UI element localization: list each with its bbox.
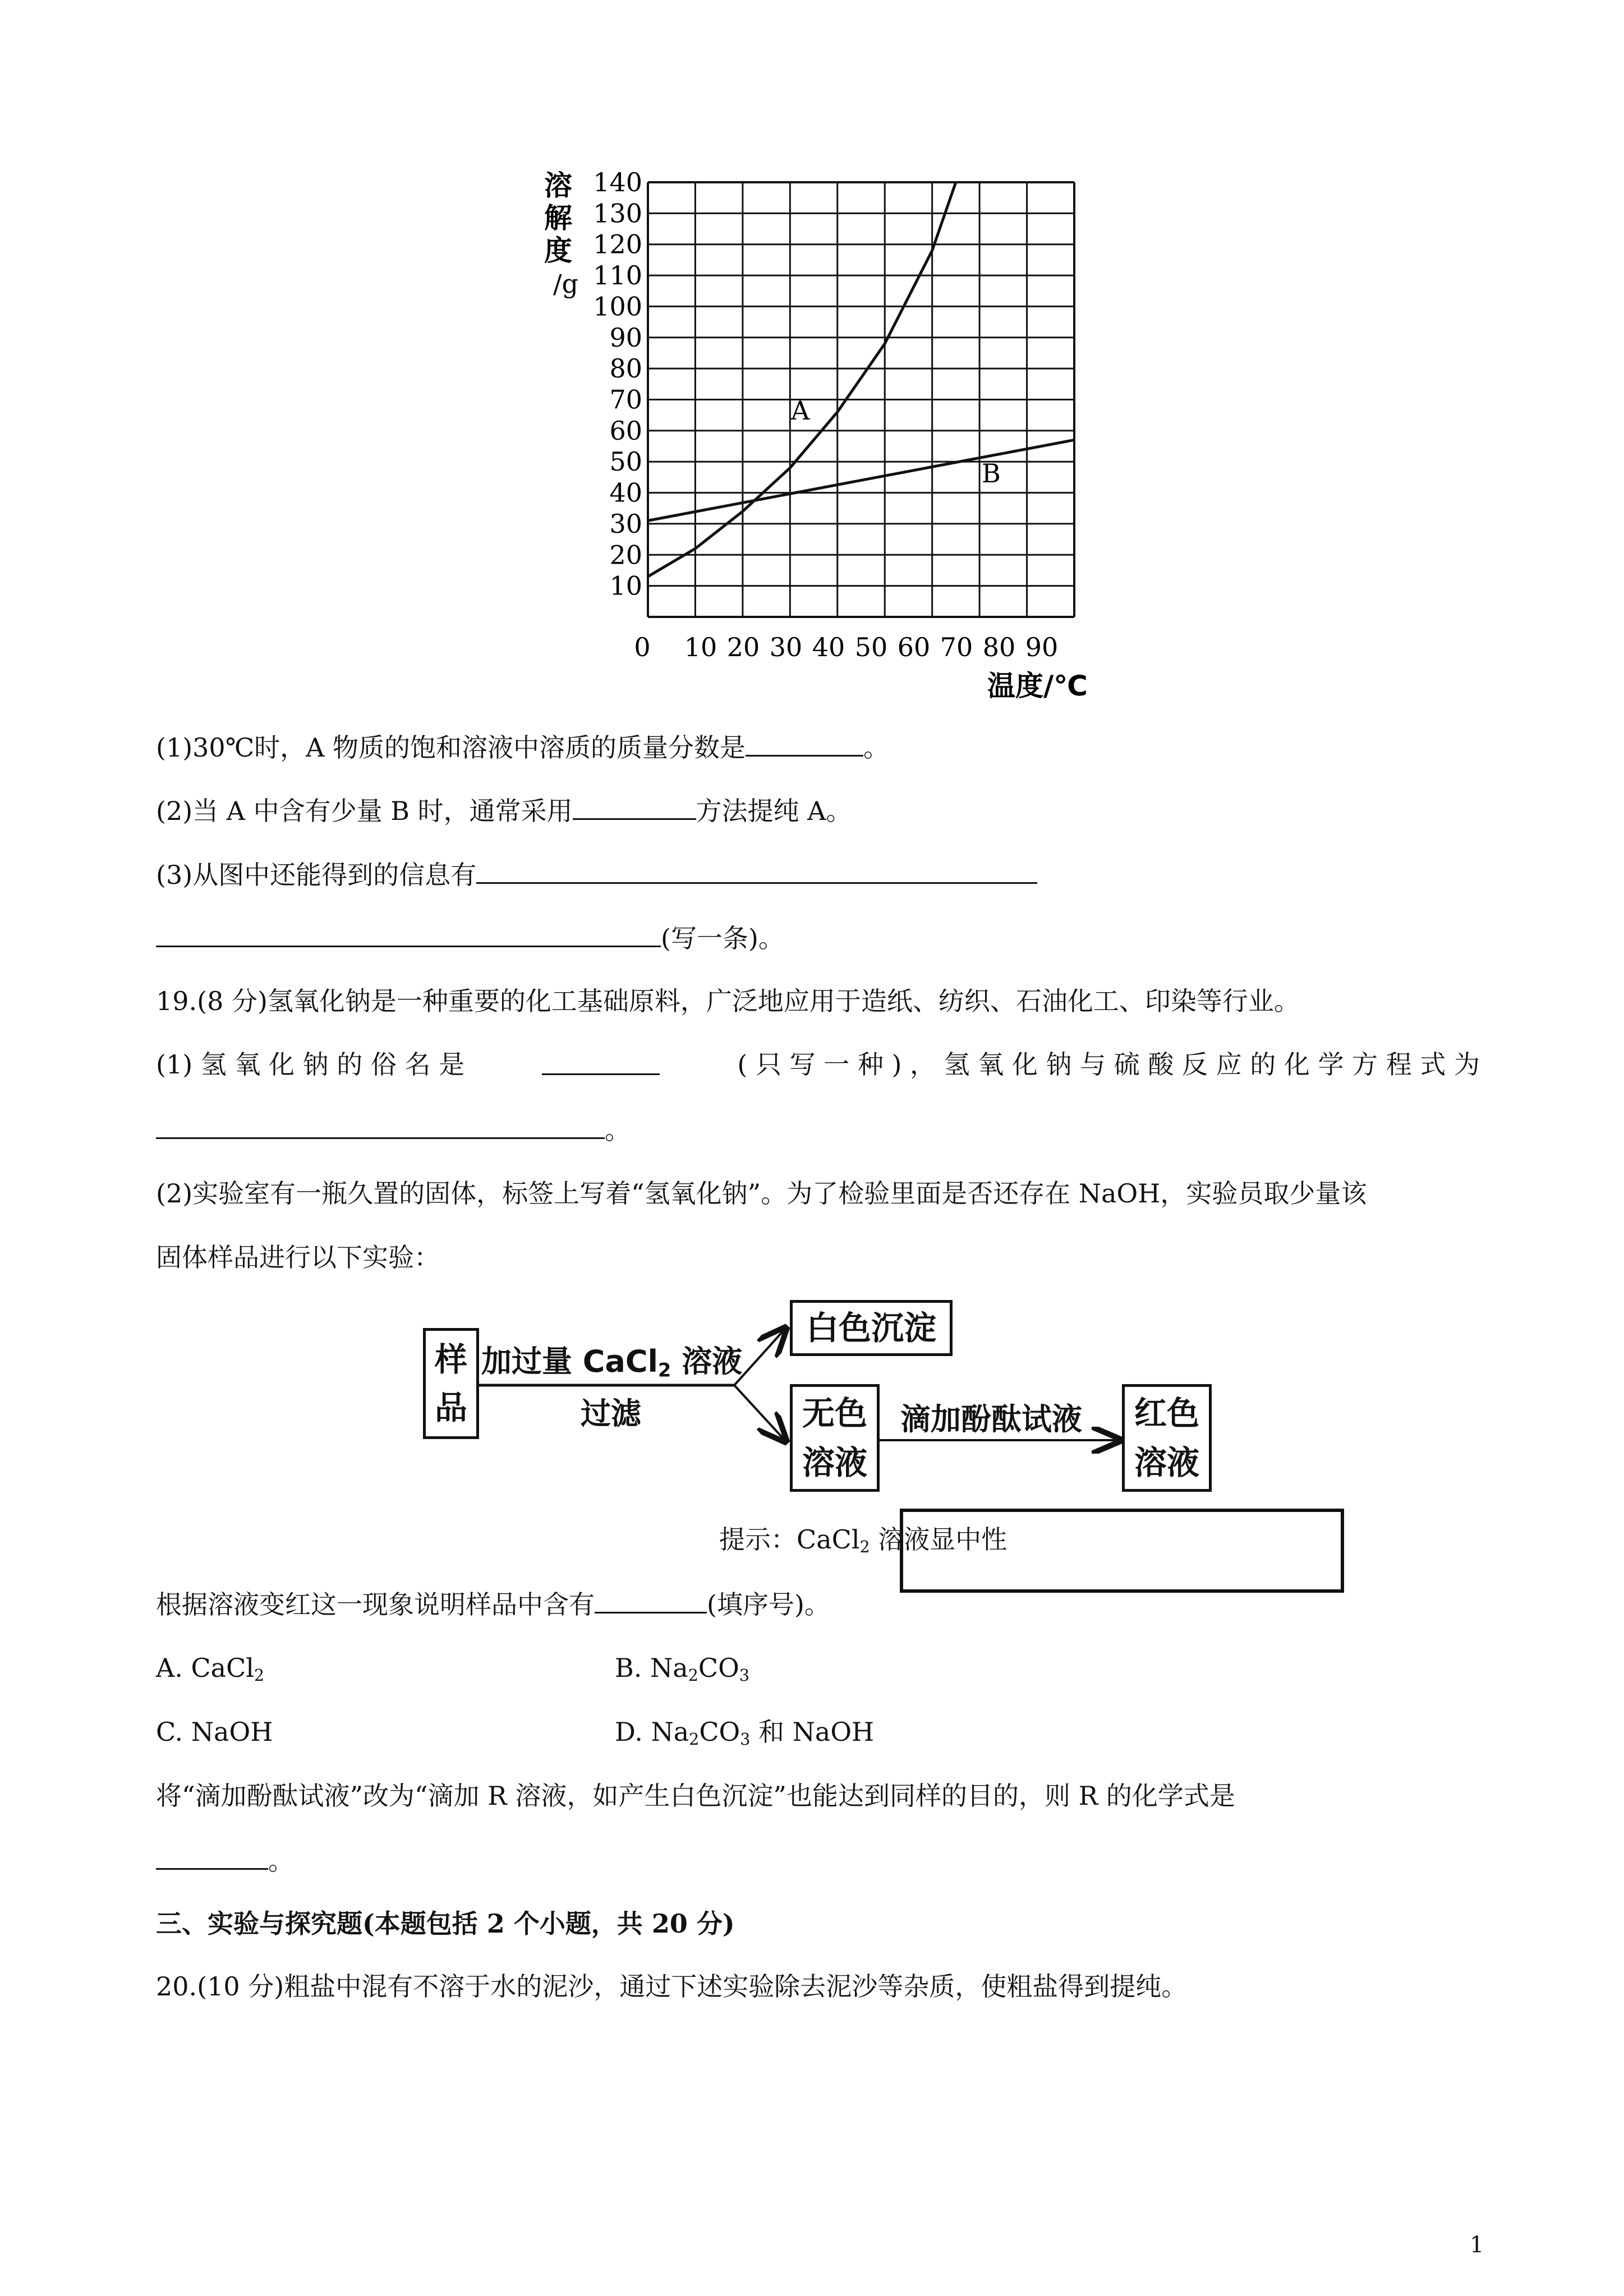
- y-tick-label: 100: [593, 291, 642, 322]
- sample-box: 样品: [423, 1328, 479, 1439]
- option-d[interactable]: D. $Na_2CO_3$ 和 NaOH: [615, 1717, 875, 1749]
- x-tick-label: 40: [812, 632, 845, 662]
- page-number: 1: [1470, 2232, 1484, 2258]
- q20-intro: 20.(10 分)粗盐中混有不溶于水的泥沙，通过下述实验除去泥沙等杂质，使粗盐得到提纯。: [156, 1971, 1188, 2002]
- y-axis-label: [544, 169, 578, 299]
- x-tick-label: 60: [897, 632, 931, 662]
- y-tick-label: 50: [609, 446, 642, 477]
- y-tick-label: 60: [609, 415, 642, 446]
- option-c[interactable]: C. NaOH: [156, 1717, 273, 1747]
- answer-blank[interactable]: [595, 1586, 707, 1613]
- phenol-label: 滴加酚酞试液: [900, 1401, 1082, 1437]
- series-line-b: [648, 440, 1074, 520]
- red-solution-box: 红色溶液: [1122, 1384, 1212, 1492]
- answer-blank[interactable]: [156, 1112, 605, 1139]
- q19-part1-cont: 。: [156, 1112, 631, 1147]
- answer-blank[interactable]: [573, 792, 696, 820]
- answer-blank[interactable]: [156, 920, 661, 947]
- answer-blank[interactable]: [542, 1048, 660, 1075]
- y-tick-label: 20: [609, 540, 642, 570]
- x-tick-label: 0: [634, 632, 651, 662]
- hint-text: 提示：CaCl$_2$ 溶液显中性: [719, 1524, 1007, 1557]
- series-label-a: A: [791, 395, 810, 426]
- x-tick-label: 80: [982, 632, 1016, 662]
- section-heading: 三、实验与探究题(本题包括 2 个小题，共 20 分): [156, 1908, 735, 1939]
- y-label-char: 解: [544, 202, 572, 234]
- y-tick-label: 120: [593, 229, 642, 260]
- x-tick-labels: [634, 632, 1058, 662]
- chart-series: [648, 182, 1074, 577]
- answer-blank[interactable]: [476, 856, 1037, 884]
- chart-grid: [648, 182, 1074, 617]
- highlight-rectangle: [900, 1509, 1344, 1593]
- y-tick-label: 90: [609, 322, 642, 353]
- x-tick-label: 20: [726, 632, 760, 662]
- x-tick-label: 10: [684, 632, 717, 662]
- x-tick-label: 90: [1025, 632, 1059, 662]
- option-a[interactable]: A. CaCl$_2$: [156, 1653, 265, 1685]
- y-label-char: 度: [544, 234, 572, 267]
- colorless-solution-box: 无色溶液: [790, 1384, 880, 1492]
- y-tick-label: 110: [593, 260, 642, 291]
- q19-r-answer: 。: [156, 1842, 294, 1878]
- filter-label: 过滤: [581, 1396, 641, 1431]
- q19-part1: (1) 氢 氧 化 钠 的 俗 名 是 ( 只 写 一 种 ) ， 氢 氧 化 钠 与 硫 酸 反 应 的 化 学 方 程 式 为: [156, 1048, 1480, 1081]
- q19-part2-line2: 固体样品进行以下实验：: [156, 1242, 440, 1273]
- branch-down-arrow: [734, 1385, 785, 1440]
- option-b[interactable]: B. $Na_2CO_3$: [615, 1653, 749, 1685]
- q18-part3: (3)从图中还能得到的信息有: [156, 856, 1037, 892]
- x-tick-label: 30: [769, 632, 803, 662]
- answer-blank[interactable]: [746, 729, 863, 757]
- solubility-chart: [539, 168, 1094, 707]
- q18-part2: (2)当 A 中含有少量 B 时，通常采用 方法提纯 A。: [156, 792, 852, 828]
- q19-part2-line1: (2)实验室有一瓶久置的固体，标签上写着“氢氧化钠”。为了检验里面是否还存在 NaOH，实验员取少量该: [156, 1178, 1367, 1209]
- y-tick-label: 70: [609, 384, 642, 415]
- x-tick-label: 70: [940, 632, 973, 662]
- y-label-char: 溶: [544, 169, 572, 202]
- q18-part1: (1)30℃时，A 物质的饱和溶液中溶质的质量分数是 。: [156, 729, 889, 764]
- x-axis-label: 温度/℃: [987, 670, 1088, 702]
- reagent-label: 加过量 CaCl$_2$ 溶液: [481, 1344, 743, 1381]
- y-tick-label: 80: [609, 353, 642, 384]
- series-line-a: [648, 182, 956, 577]
- series-label-b: B: [982, 458, 1001, 488]
- q19-r-question: 将“滴加酚酞试液”改为“滴加 R 溶液，如产生白色沉淀”也能达到同样的目的，则 R 的化学式是: [156, 1781, 1235, 1811]
- y-tick-labels: [593, 168, 642, 601]
- y-tick-label: 30: [609, 508, 642, 539]
- y-tick-label: 10: [609, 570, 642, 601]
- y-label-char: /g: [553, 269, 578, 299]
- q19-intro: 19.(8 分)氢氧化钠是一种重要的化工基础原料，广泛地应用于造纸、纺织、石油化工、印染等行业。: [156, 986, 1300, 1016]
- y-tick-label: 140: [593, 168, 642, 197]
- q19-red-question: 根据溶液变红这一现象说明样品中含有 (填序号)。: [156, 1586, 830, 1621]
- answer-blank[interactable]: [156, 1842, 268, 1870]
- q18-part3-cont: (写一条)。: [156, 920, 784, 955]
- white-precipitate-box: 白色沉淀: [790, 1300, 953, 1356]
- y-tick-label: 130: [593, 198, 642, 229]
- y-tick-label: 40: [609, 477, 642, 508]
- x-tick-label: 50: [854, 632, 888, 662]
